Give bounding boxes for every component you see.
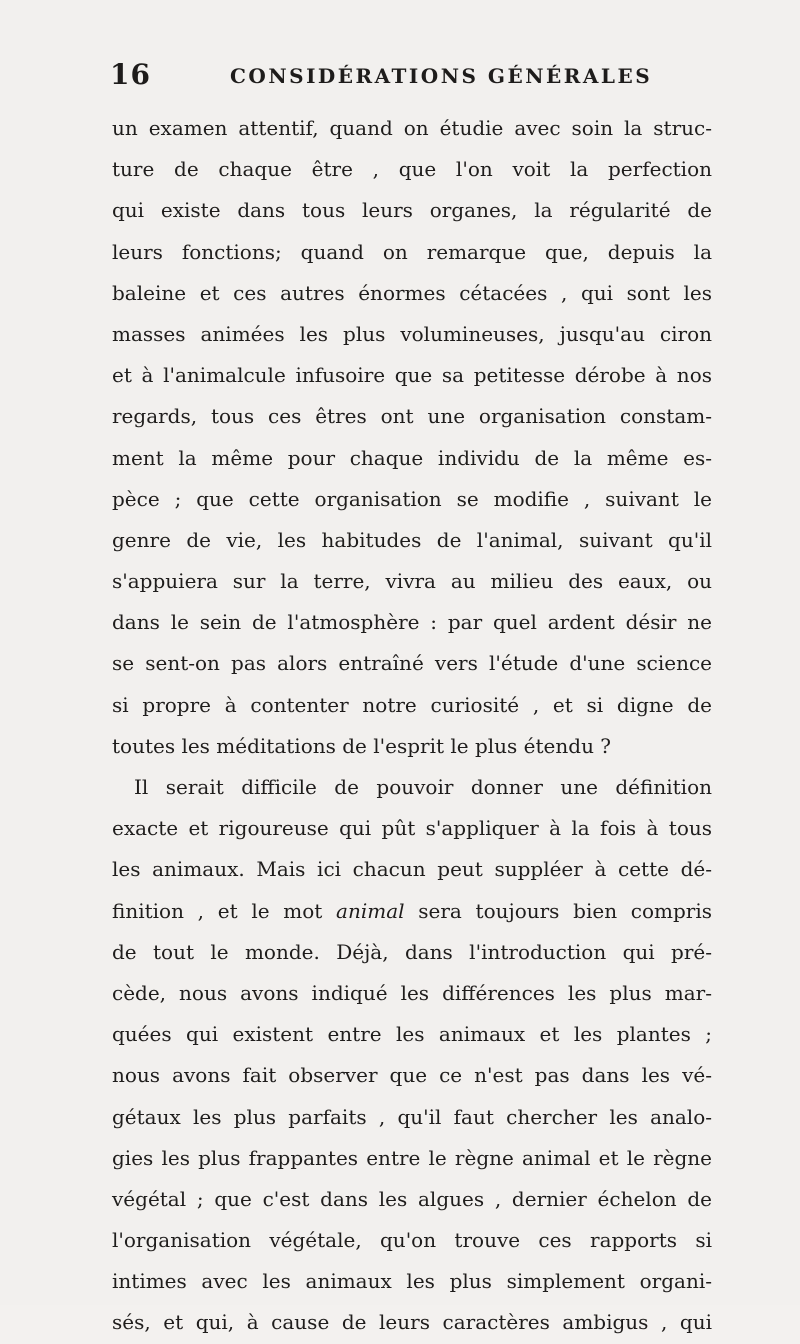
text-line: et à l'animalcule infusoire que sa petitesse dérobe à nos xyxy=(112,363,712,388)
text-line-with-emphasis xyxy=(112,891,712,932)
text-line: pèce ; que cette organisation se modifie , suivant le xyxy=(112,486,712,511)
text-line: regards, tous ces êtres ont une organisation constam- xyxy=(112,404,712,429)
text-line: genre de vie, les habitudes de l'animal, suivant qu'il xyxy=(112,527,712,552)
page-header xyxy=(110,58,730,98)
text-line: s'appuiera sur la terre, vivra au milieu des eaux, ou xyxy=(112,569,712,594)
text-line: dans le sein de l'atmosphère : par quel ardent désir ne xyxy=(112,610,712,635)
text-line: qui existe dans tous leurs organes, la régularité de xyxy=(112,198,712,223)
text-line: un examen attentif, quand on étudie avec soin la struc- xyxy=(112,116,712,140)
text-line: Il serait difficile de pouvoir donner une définition xyxy=(134,775,712,799)
text-line: leurs fonctions; quand on remarque que, depuis la xyxy=(112,239,712,264)
page-number: 16 xyxy=(110,58,151,91)
text-line: les animaux. Mais ici chacun peut suppléer à cette dé- xyxy=(112,857,712,882)
text-line: l'organisation végétale, qu'on trouve ces rapports si xyxy=(112,1228,712,1253)
running-head: CONSIDÉRATIONS GÉNÉRALES xyxy=(230,64,653,88)
text-line: toutes les méditations de l'esprit le plus étendu ? xyxy=(112,733,612,758)
text-line: gétaux les plus parfaits , qu'il faut chercher les analo- xyxy=(112,1104,712,1129)
text-line: cède, nous avons indiqué les différences les plus mar- xyxy=(112,980,712,1005)
text-line: sés, et qui, à cause de leurs caractères ambigus , qui xyxy=(112,1310,712,1335)
text-line: quées qui existent entre les animaux et les plantes ; xyxy=(112,1022,712,1047)
text-line: masses animées les plus volumineuses, jusqu'au ciron xyxy=(112,321,712,346)
text-line: de tout le monde. Déjà, dans l'introduction qui pré- xyxy=(112,939,712,964)
text-line: se sent-on pas alors entraîné vers l'étude d'une science xyxy=(112,651,712,676)
text-line: exacte et rigoureuse qui pût s'appliquer à la fois à tous xyxy=(112,816,712,841)
body-text xyxy=(112,108,712,1344)
text-segment: sera toujours bien compris xyxy=(418,898,713,923)
text-line: végétal ; que c'est dans les algues , dernier échelon de xyxy=(112,1186,712,1211)
text-line: si propre à contenter notre curiosité , et si digne de xyxy=(112,692,712,717)
text-line: ment la même pour chaque individu de la même es- xyxy=(112,445,712,470)
text-line: baleine et ces autres énormes cétacées , qui sont les xyxy=(112,280,712,305)
text-line: ture de chaque être , que l'on voit la perfection xyxy=(112,157,712,182)
text-line: gies les plus frappantes entre le règne animal et le règne xyxy=(112,1145,712,1170)
text-segment: finition , et le mot xyxy=(112,898,323,923)
italic-word: animal xyxy=(336,898,405,923)
text-line: intimes avec les animaux les plus simplement organi- xyxy=(112,1269,712,1294)
text-line: nous avons fait observer que ce n'est pas dans les vé- xyxy=(112,1063,712,1088)
